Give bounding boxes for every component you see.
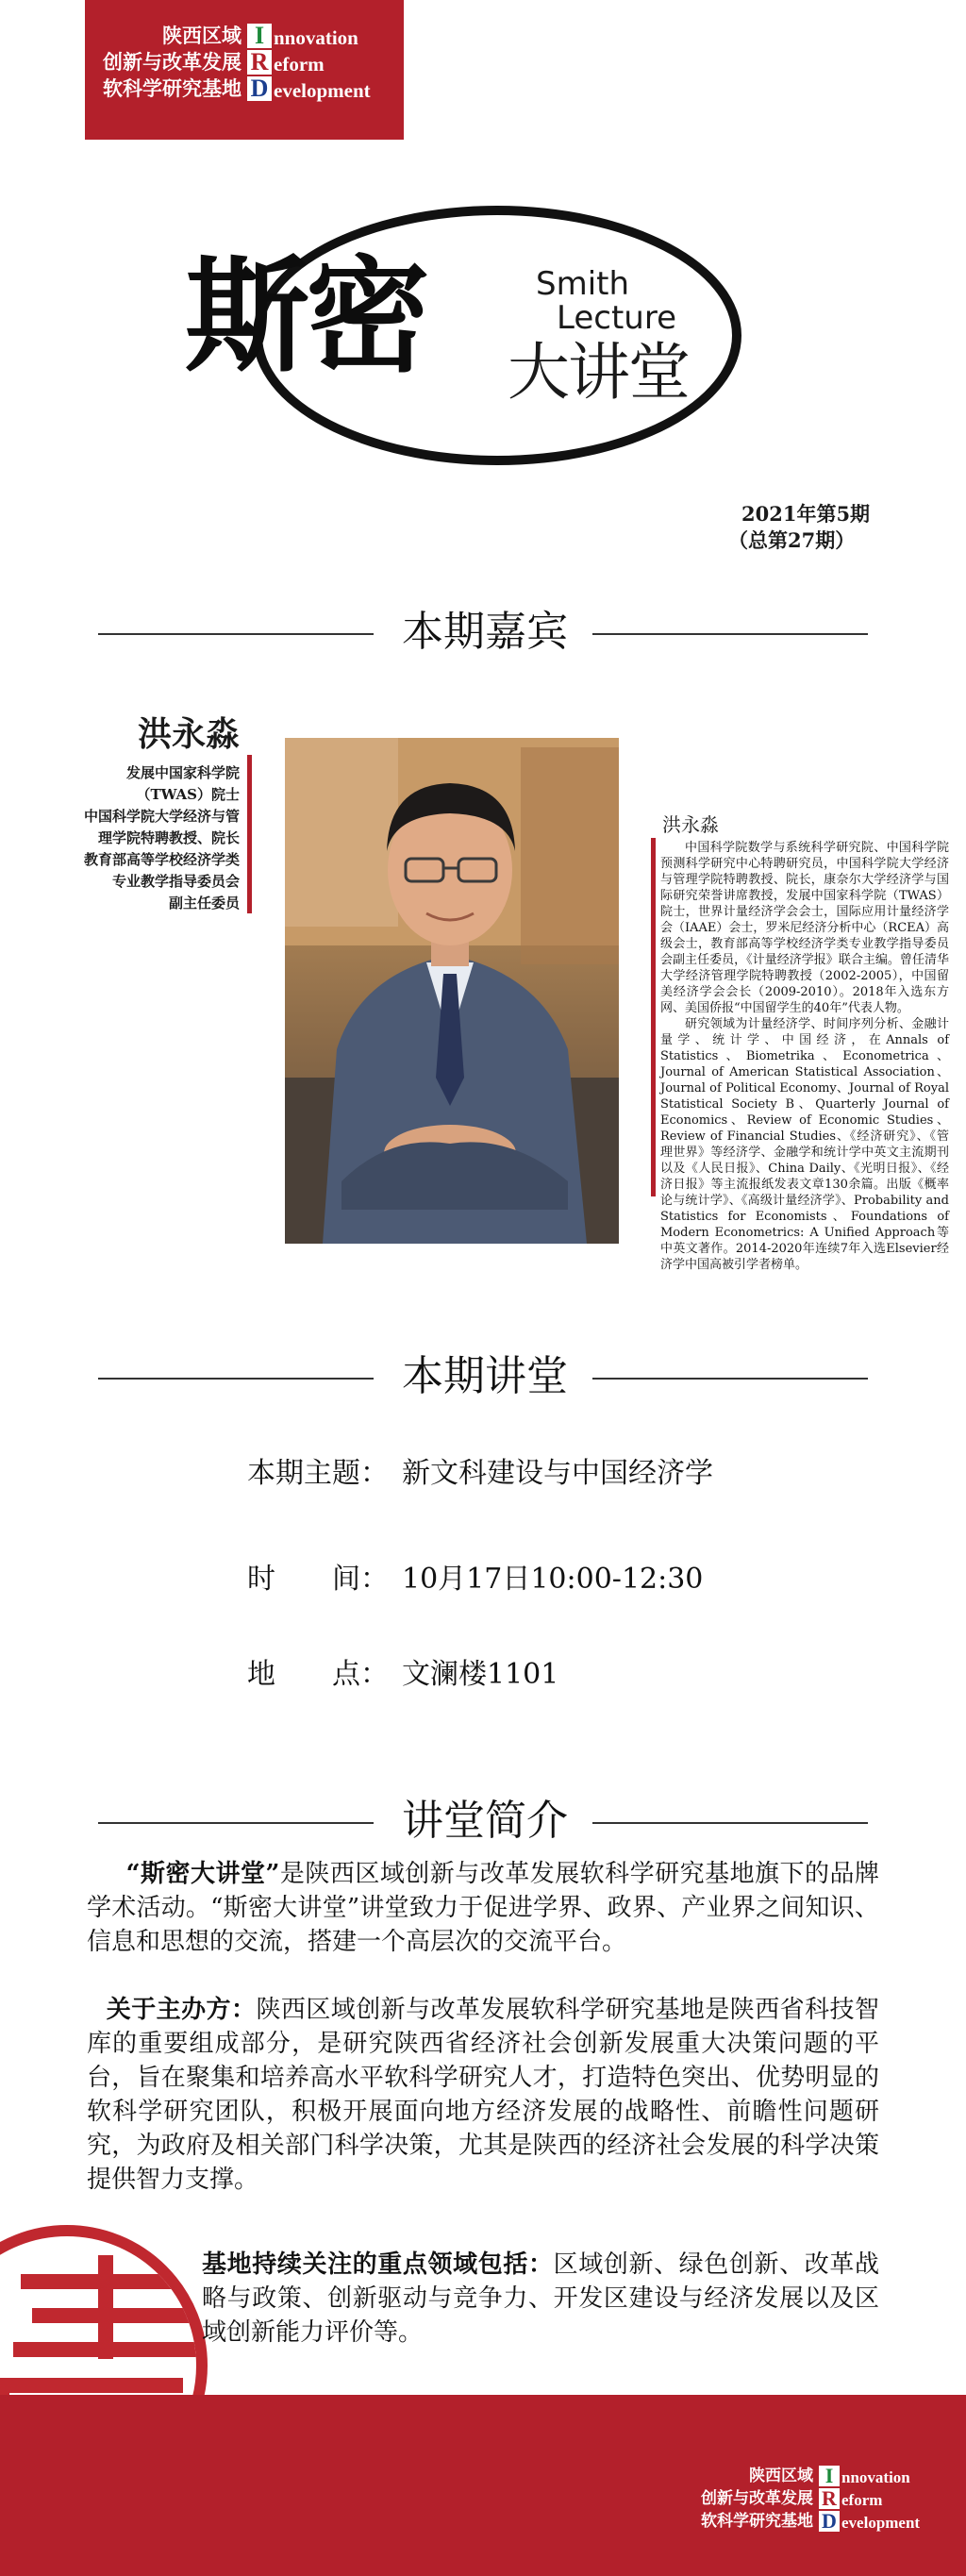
heading-title: 讲堂简介 <box>402 1797 568 1845</box>
bio-paragraph-2: 研究领域为计量经济学、时间序列分析、金融计量学、统计学、中国经济，在Annals of Statistics、Biometrika、Econometrica、Journal of American Statistical Association、Journal of Political Economy、Journal of Royal Statistical Society B、Quarterly Journal of Economics、Review of Economic Studies、Review of Financial Studies、《经济研究》、《管理世界》等经济学、金融学和统计学中英文主流期刊以及《人民日报》、China Daily、《光明日报》、《经济日报》等主流报纸发表文章130余篇。出版《概率论与统计学》、《高级计量经济学》、Probability and Statistics for Economists、Foundations of Modern Econometrics: A Unified Approach等中英文著作。2014-2020年连续7年入选Elsevier经济学中国高被引学者榜单。 <box>660 1017 949 1272</box>
logo-chars: 斯密 <box>185 243 426 390</box>
logo-en-smith: Smith <box>536 265 630 303</box>
heading-rule-left <box>98 1378 374 1380</box>
topic-value: 新文科建设与中国经济学 <box>402 1457 713 1490</box>
badge-en-line-1: nnovation <box>274 26 358 49</box>
badge-en-line-3: evelopment <box>274 79 371 102</box>
topic-label: 本期主题： <box>247 1457 389 1490</box>
badge-cn-line-2: 创新与改革发展 <box>103 51 242 74</box>
badge-letter-i: I <box>819 2466 840 2486</box>
issue-total: （总第27期） <box>728 528 856 552</box>
guest-bio <box>660 840 949 1273</box>
logo-cn-title: 大讲堂 <box>508 336 689 409</box>
heading-rule-right <box>592 633 868 635</box>
time-label: 时 间： <box>247 1563 389 1596</box>
guest-portrait-illustration <box>285 738 619 1244</box>
badge-en-line-2: eform <box>841 2491 883 2509</box>
time-value: 10月17日10:00-12:30 <box>402 1563 704 1596</box>
guest-titles <box>28 762 240 914</box>
accent-bar-left <box>247 755 252 913</box>
badge-en-line-2: eform <box>274 53 325 75</box>
accent-bar-right <box>651 838 656 1196</box>
badge-cn-line-3: 软科学研究基地 <box>103 77 242 100</box>
badge-letter-r: R <box>247 50 272 75</box>
intro-paragraph-2 <box>87 1993 879 2197</box>
heading-rule-left <box>98 633 374 635</box>
issue-number: 2021年第5期 <box>741 502 871 526</box>
intro-p2-text: 陕西区域创新与改革发展软科学研究基地是陕西省科技智库的重要组成部分，是研究陕西省经济社会创新发展重大决策问题的平台，旨在聚集和培养高水平软科学研究人才，打造特色突出、优势明显的软科学研究团队，积极开展面向地方经济发展的战略性、前瞻性问题研究，为政府及相关部门科学决策，尤其是陕西的经济社会发展的科学决策提供智力支撑。 <box>87 1996 879 2194</box>
guest-title-line: （TWAS）院士 <box>136 786 240 803</box>
badge-cn-line-1: 陕西区域 <box>162 25 242 47</box>
intro-p3-lead: 基地持续关注的重点领域包括： <box>202 2250 554 2279</box>
badge-letter-d: D <box>819 2511 840 2532</box>
heading-title: 本期讲堂 <box>402 1352 568 1400</box>
badge-letter-d: D <box>247 76 272 101</box>
guest-title-line: 专业教学指导委员会 <box>111 873 240 890</box>
badge-cn-line-3: 软科学研究基地 <box>701 2512 813 2531</box>
heading-rule-right <box>592 1378 868 1380</box>
logo-en-lecture: Lecture <box>557 299 676 337</box>
intro-p1-lead: “斯密大讲堂” <box>125 1860 280 1888</box>
heading-rule-left <box>98 1822 374 1824</box>
org-badge-bottom <box>687 2457 957 2568</box>
guest-title-line: 理学院特聘教授、院长 <box>97 829 240 846</box>
guest-title-line: 教育部高等学校经济学类 <box>83 851 240 868</box>
heading-rule-right <box>592 1822 868 1824</box>
badge-cn-line-1: 陕西区域 <box>749 2467 813 2485</box>
guest-title-line: 发展中国家科学院 <box>125 764 240 781</box>
guest-title-line: 中国科学院大学经济与管 <box>83 808 240 825</box>
bio-name: 洪永淼 <box>662 813 719 836</box>
lecture-time-row <box>247 1565 703 1594</box>
badge-en-line-3: evelopment <box>841 2514 921 2532</box>
intro-p3-text: 区域创新、绿色创新、改革战略与政策、创新驱动与竞争力、开发区建设与经济发展以及区域创新能力评价等。 <box>202 2250 879 2347</box>
badge-en-line-1: nnovation <box>841 2468 910 2486</box>
intro-p1-text: 是陕西区域创新与改革发展软科学研究基地旗下的品牌学术活动。“斯密大讲堂”讲堂致力于促进学界、政界、产业界之间知识、信息和思想的交流，搭建一个高层次的交流平台。 <box>87 1860 879 1956</box>
intro-paragraph-1 <box>87 1857 879 1959</box>
guest-title-line: 副主任委员 <box>168 895 240 912</box>
intro-paragraph-3 <box>202 2248 879 2350</box>
intro-p2-lead: 关于主办方： <box>106 1996 257 2024</box>
guest-photo <box>285 738 619 1244</box>
guest-name: 洪永淼 <box>137 714 240 754</box>
lecture-topic-row <box>247 1457 713 1490</box>
bio-paragraph-1: 中国科学院数学与系统科学研究院、中国科学院预测科学研究中心特聘研究员，中国科学院大学经济与管理学院特聘教授、院长，康奈尔大学经济学与国际研究荣誉讲席教授，发展中国家科学院（TWAS）院士，世界计量经济学会会士，国际应用计量经济学会（IAAE）会士，罗米尼经济分析中心（RCEA）高级会士，教育部高等学校经济学类专业教学指导委员会副主任委员，《计量经济学报》联合主编。曾任清华大学经济管理学院特聘教授（2002-2005），中国留美经济学会会长（2009-2010）。2018年入选东方网、美国侨报“中国留学生的40年”代表人物。 <box>660 841 950 1015</box>
badge-letter-i: I <box>247 24 272 48</box>
place-value: 文澜楼1101 <box>402 1658 559 1691</box>
place-label: 地 点： <box>247 1658 389 1691</box>
org-badge-top <box>85 0 404 140</box>
lecture-place-row <box>247 1658 559 1691</box>
badge-letter-r: R <box>819 2488 840 2509</box>
badge-cn-line-2: 创新与改革发展 <box>701 2489 813 2508</box>
heading-title: 本期嘉宾 <box>402 608 568 656</box>
